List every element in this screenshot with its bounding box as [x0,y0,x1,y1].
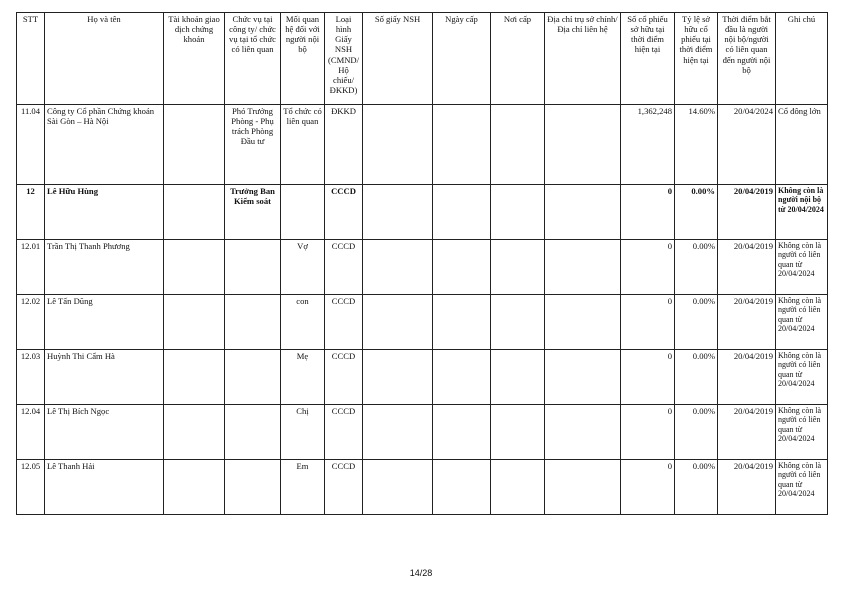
cell-ratio: 0.00% [675,240,718,295]
cell-shares: 0 [621,295,675,350]
cell-shares: 0 [621,460,675,515]
cell-relation: Chị [281,405,325,460]
cell-stt: 12.01 [17,240,45,295]
cell-shares: 0 [621,185,675,240]
cell-account [164,240,225,295]
cell-note: Không còn là người có liên quan từ 20/04/2024 [776,295,828,350]
cell-stt: 12.03 [17,350,45,405]
cell-account [164,295,225,350]
cell-account [164,105,225,185]
cell-doc-no [363,350,433,405]
cell-issue-date [433,405,491,460]
cell-position [225,240,281,295]
cell-position: Trưởng Ban Kiểm soát [225,185,281,240]
cell-doc-type: CCCD [325,185,363,240]
cell-name: Huỳnh Thi Cẩm Hà [45,350,164,405]
cell-issue-place [491,105,545,185]
page-number: 14/28 [409,568,433,578]
header-name: Họ và tên [45,13,164,105]
cell-address [545,240,621,295]
cell-address [545,350,621,405]
table-row [17,405,828,460]
cell-doc-type: CCCD [325,350,363,405]
table-row [17,240,828,295]
cell-position [225,350,281,405]
cell-shares: 1,362,248 [621,105,675,185]
header-issue-place: Nơi cấp [491,13,545,105]
cell-name: Trần Thị Thanh Phương [45,240,164,295]
cell-issue-place [491,405,545,460]
cell-address [545,105,621,185]
table-row [17,460,828,515]
cell-ratio: 0.00% [675,350,718,405]
cell-account [164,405,225,460]
cell-position [225,295,281,350]
cell-relation: con [281,295,325,350]
cell-account [164,185,225,240]
cell-issue-date [433,240,491,295]
cell-issue-place [491,295,545,350]
cell-doc-no [363,105,433,185]
cell-issue-date [433,460,491,515]
cell-ratio: 0.00% [675,405,718,460]
cell-name: Lê Tấn Dũng [45,295,164,350]
table-header-row [17,13,828,105]
cell-name: Lê Thị Bích Ngọc [45,405,164,460]
cell-shares: 0 [621,240,675,295]
related-persons-table [16,12,828,515]
cell-name: Công ty Cổ phần Chứng khoán Sài Gòn – Hà Nội [45,105,164,185]
cell-note: Không còn là người nội bộ từ 20/04/2024 [776,185,828,240]
cell-stt: 11.04 [17,105,45,185]
cell-relation: Tổ chức có liên quan [281,105,325,185]
cell-stt: 12.05 [17,460,45,515]
cell-note: Không còn là người có liên quan từ 20/04/2024 [776,460,828,515]
cell-issue-place [491,350,545,405]
cell-relation [281,185,325,240]
cell-doc-no [363,405,433,460]
cell-name: Lê Thanh Hải [45,460,164,515]
table-row [17,185,828,240]
header-note: Ghi chú [776,13,828,105]
cell-shares: 0 [621,350,675,405]
cell-issue-date [433,295,491,350]
header-doc-no: Số giấy NSH [363,13,433,105]
cell-address [545,405,621,460]
header-account: Tài khoản giao dịch chứng khoán [164,13,225,105]
cell-doc-no [363,185,433,240]
cell-relation: Mẹ [281,350,325,405]
cell-note: Không còn là người có liên quan từ 20/04/2024 [776,240,828,295]
cell-relation: Vợ [281,240,325,295]
cell-issue-place [491,460,545,515]
cell-start-time: 20/04/2024 [718,105,776,185]
cell-doc-no [363,460,433,515]
header-issue-date: Ngày cấp [433,13,491,105]
header-relation: Mối quan hệ đối với người nội bộ [281,13,325,105]
cell-note: Không còn là người có liên quan từ 20/04/2024 [776,405,828,460]
cell-name: Lê Hữu Hùng [45,185,164,240]
table-row [17,105,828,185]
cell-relation: Em [281,460,325,515]
cell-note: Cổ đông lớn [776,105,828,185]
cell-start-time: 20/04/2019 [718,350,776,405]
header-stt: STT [17,13,45,105]
cell-doc-type: CCCD [325,240,363,295]
cell-start-time: 20/04/2019 [718,405,776,460]
cell-stt: 12.04 [17,405,45,460]
cell-ratio: 0.00% [675,460,718,515]
cell-address [545,460,621,515]
header-start-time: Thời điểm bắt đầu là người nội bộ/người có liên quan đến người nội bộ [718,13,776,105]
header-shares: Số cổ phiếu sở hữu tại thời điểm hiện tại [621,13,675,105]
cell-doc-type: CCCD [325,405,363,460]
cell-doc-type: CCCD [325,295,363,350]
cell-start-time: 20/04/2019 [718,240,776,295]
cell-position [225,460,281,515]
header-doc-type: Loại hình Giấy NSH (CMND/ Hộ chiếu/ ĐKKD) [325,13,363,105]
cell-doc-no [363,295,433,350]
cell-ratio: 0.00% [675,185,718,240]
cell-issue-place [491,185,545,240]
cell-ratio: 0.00% [675,295,718,350]
cell-shares: 0 [621,405,675,460]
cell-doc-type: CCCD [325,460,363,515]
cell-note: Không còn là người có liên quan từ 20/04/2024 [776,350,828,405]
header-ratio: Tỷ lệ sở hữu cổ phiếu tại thời điểm hiện tại [675,13,718,105]
cell-issue-date [433,105,491,185]
header-position: Chức vụ tại công ty/ chức vụ tại tổ chức có liên quan [225,13,281,105]
table-row [17,295,828,350]
cell-doc-no [363,240,433,295]
cell-account [164,350,225,405]
cell-stt: 12.02 [17,295,45,350]
cell-start-time: 20/04/2019 [718,295,776,350]
cell-address [545,295,621,350]
header-address: Địa chỉ trụ sở chính/Địa chỉ liên hệ [545,13,621,105]
cell-start-time: 20/04/2019 [718,460,776,515]
cell-position: Phó Trưởng Phòng - Phụ trách Phòng Đầu tư [225,105,281,185]
cell-address [545,185,621,240]
cell-issue-date [433,350,491,405]
cell-start-time: 20/04/2019 [718,185,776,240]
cell-account [164,460,225,515]
cell-issue-place [491,240,545,295]
cell-ratio: 14.60% [675,105,718,185]
cell-stt: 12 [17,185,45,240]
cell-position [225,405,281,460]
cell-issue-date [433,185,491,240]
cell-doc-type: ĐKKD [325,105,363,185]
table-row [17,350,828,405]
